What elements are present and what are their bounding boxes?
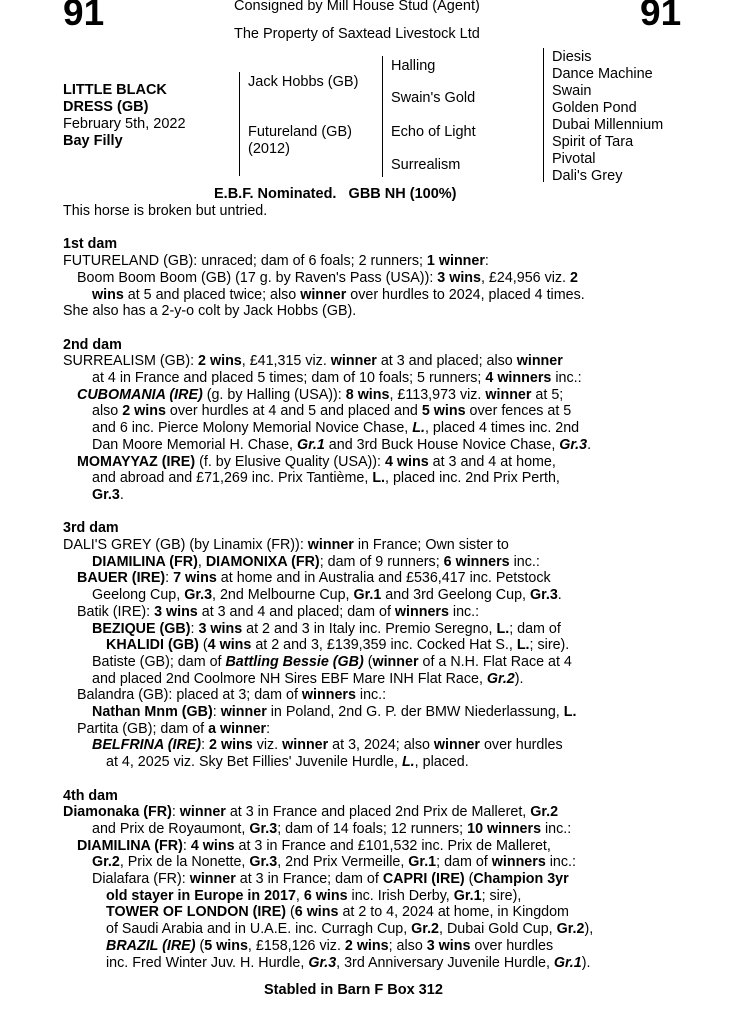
pedigree-bracket-2: [382, 56, 383, 177]
sire: Jack Hobbs (GB): [248, 74, 359, 90]
text-line: KHALIDI (GB) (4 wins at 2 and 3, £139,359 inc. Cocked Hat S., L.; sire).: [106, 637, 570, 654]
lot-number-right: 91: [640, 0, 682, 33]
text-line: wins at 5 and placed twice; also winner over hurdles to 2024, placed 4 times.: [92, 286, 585, 303]
text-line: inc. Fred Winter Juv. H. Hurdle, Gr.3, 3rd Anniversary Juvenile Hurdle, Gr.1).: [106, 954, 591, 971]
text-line: MOMAYYAZ (IRE) (f. by Elusive Quality (USA)): 4 wins at 3 and 4 at home,: [77, 453, 556, 470]
text-line: BEZIQUE (GB): 3 wins at 2 and 3 in Italy inc. Premio Seregno, L.; dam of: [92, 620, 561, 637]
text-line: Diamonaka (FR): winner at 3 in France and placed 2nd Prix de Malleret, Gr.2: [63, 804, 559, 821]
fourth-generation: [552, 49, 663, 185]
text-line: CUBOMANIA (IRE) (g. by Halling (USA)): 8 wins, £113,973 viz. winner at 5;: [77, 386, 564, 403]
text-line: Nathan Mnm (GB): winner in Poland, 2nd G. P. der BMW Niederlassung, L.: [92, 704, 577, 721]
section-heading-4th-dam: 4th dam: [63, 787, 118, 804]
horse-info: [63, 82, 186, 150]
text-line: DIAMILINA (FR): 4 wins at 3 in France and £101,532 inc. Prix de Malleret,: [77, 837, 551, 854]
section-heading-1st-dam: 1st dam: [63, 236, 118, 253]
stable-location: Stabled in Barn F Box 312: [264, 982, 443, 998]
text-line: at 4 in France and placed 5 times; dam of 10 foals; 5 runners; 4 winners inc.:: [92, 370, 582, 386]
nomination: E.B.F. Nominated. GBB NH (100%): [214, 186, 457, 202]
dam-year: (2012): [248, 141, 290, 157]
text-line: of Saudi Arabia and in U.A.E. inc. Curragh Cup, Gr.2, Dubai Gold Cup, Gr.2),: [106, 921, 594, 938]
text-line: Gr.2, Prix de la Nonette, Gr.3, 2nd Prix Vermeille, Gr.1; dam of winners inc.:: [92, 854, 576, 871]
g4-ancestor: Dali's Grey: [552, 168, 623, 184]
text-line: BAUER (IRE): 7 wins at home and in Australia and £536,417 inc. Petstock: [77, 570, 551, 587]
text-line: old stayer in Europe in 2017, 6 wins inc. Irish Derby, Gr.1; sire),: [106, 887, 522, 904]
horse-name-line1: LITTLE BLACK: [63, 82, 167, 98]
text-line: BRAZIL (IRE) (5 wins, £158,126 viz. 2 wins; also 3 wins over hurdles: [106, 937, 554, 954]
section-heading-3rd-dam: 3rd dam: [63, 520, 119, 537]
dam: Futureland (GB): [248, 124, 352, 140]
text-line: Geelong Cup, Gr.3, 2nd Melbourne Cup, Gr.1 and 3rd Geelong Cup, Gr.3.: [92, 587, 562, 604]
sire-dam: Swain's Gold: [391, 90, 476, 106]
text-line: Dialafara (FR): winner at 3 in France; dam of CAPRI (IRE) (Champion 3yr: [92, 871, 569, 888]
horse-name-line2: DRESS (GB): [63, 99, 149, 115]
text-line: Batik (IRE): 3 wins at 3 and 4 and placed; dam of winners inc.:: [77, 603, 480, 620]
g4-ancestor: Pivotal: [552, 151, 596, 167]
text-line: Dan Moore Memorial H. Chase, Gr.1 and 3rd Buck House Novice Chase, Gr.3.: [92, 436, 592, 453]
text-line: at 4, 2025 viz. Sky Bet Fillies' Juvenile Hurdle, L., placed.: [106, 754, 469, 771]
text-line: and Prix de Royaumont, Gr.3; dam of 14 foals; 12 runners; 10 winners inc.:: [92, 820, 572, 837]
text-line: and placed 2nd Coolmore NH Sires EBF Mare INH Flat Race, Gr.2).: [92, 670, 524, 687]
sire-sire: Halling: [391, 58, 436, 74]
text-line: She also has a 2-y-o colt by Jack Hobbs (GB).: [63, 303, 357, 320]
g4-ancestor: Golden Pond: [552, 100, 637, 116]
property-line: The Property of Saxtead Livestock Ltd: [234, 26, 480, 42]
text-line: TOWER OF LONDON (IRE) (6 wins at 2 to 4, 2024 at home, in Kingdom: [106, 904, 569, 921]
text-line: Batiste (GB); dam of Battling Bessie (GB) (winner of a N.H. Flat Race at 4: [92, 653, 572, 670]
g4-ancestor: Dance Machine: [552, 66, 653, 82]
lot-number-left: 91: [63, 0, 105, 33]
section-heading-2nd-dam: 2nd dam: [63, 336, 122, 353]
text-line: BELFRINA (IRE): 2 wins viz. winner at 3, 2024; also winner over hurdles: [92, 737, 563, 754]
text-line: Gr.3.: [92, 486, 124, 503]
consignor: Consigned by Mill House Stud (Agent): [234, 0, 480, 14]
text-line: Boom Boom Boom (GB) (17 g. by Raven's Pass (USA)): 3 wins, £24,956 viz. 2: [77, 269, 578, 286]
text-line: also 2 wins over hurdles at 4 and 5 and placed and 5 wins over fences at 5: [92, 403, 572, 420]
text-line: DIAMILINA (FR), DIAMONIXA (FR); dam of 9 runners; 6 winners inc.:: [92, 553, 540, 570]
text-line: SURREALISM (GB): 2 wins, £41,315 viz. winner at 3 and placed; also winner: [63, 353, 563, 370]
horse-sex: Bay Filly: [63, 133, 123, 149]
pedigree-bracket-1: [239, 72, 240, 176]
g4-ancestor: Swain: [552, 83, 592, 99]
text-line: DALI'S GREY (GB) (by Linamix (FR)): winner in France; Own sister to: [63, 537, 509, 554]
g4-ancestor: Diesis: [552, 49, 592, 65]
text-line: Partita (GB); dam of a winner:: [77, 720, 271, 737]
text-line: Balandra (GB): placed at 3; dam of winners inc.:: [77, 687, 387, 704]
g4-ancestor: Dubai Millennium: [552, 117, 664, 133]
text-line: and abroad and £71,269 inc. Prix Tantième, L., placed inc. 2nd Prix Perth,: [92, 470, 560, 487]
dam-sire: Echo of Light: [391, 124, 476, 140]
pedigree-bracket-3: [543, 48, 544, 182]
foaling-date: February 5th, 2022: [63, 116, 186, 132]
catalogue-body: [63, 203, 743, 971]
text-line: and 6 inc. Pierce Molony Memorial Novice Chase, L., placed 4 times inc. 2nd: [92, 420, 580, 437]
dam-dam: Surrealism: [391, 157, 461, 173]
text-line: FUTURELAND (GB): unraced; dam of 6 foals; 2 runners; 1 winner:: [63, 253, 489, 270]
g4-ancestor: Spirit of Tara: [552, 134, 634, 150]
status-line: This horse is broken but untried.: [63, 203, 268, 219]
